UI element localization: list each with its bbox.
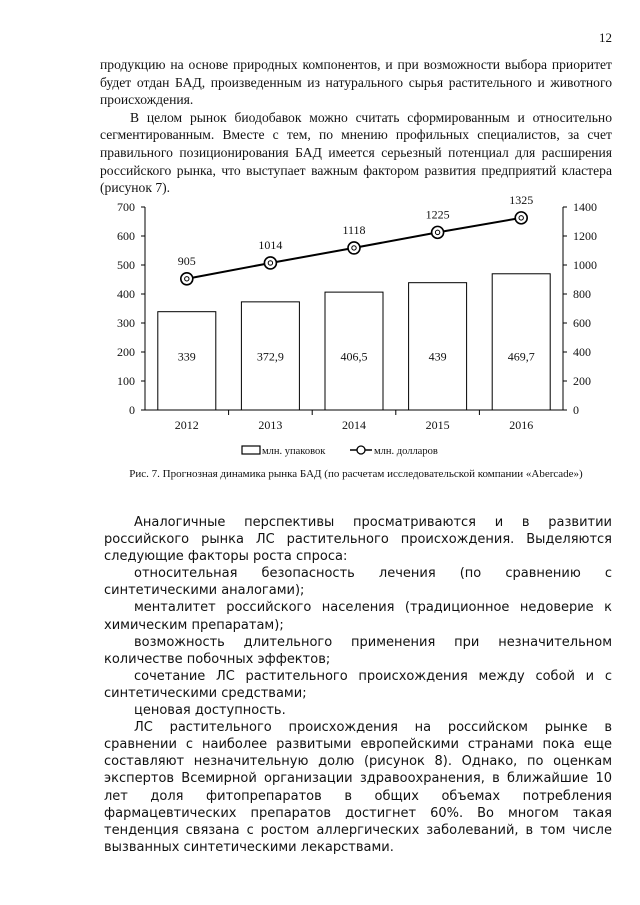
line-value-label: 1014 <box>258 237 283 252</box>
line-marker-inner <box>519 216 523 220</box>
right-tick-label: 200 <box>573 374 591 388</box>
right-tick-label: 0 <box>573 403 579 417</box>
right-tick-label: 1200 <box>573 229 597 243</box>
right-tick-label: 800 <box>573 287 591 301</box>
bar-value-label: 469,7 <box>507 349 535 364</box>
left-tick-label: 0 <box>129 403 135 417</box>
line-value-label: 1118 <box>342 222 366 237</box>
right-tick-label: 600 <box>573 316 591 330</box>
bar-value-label: 339 <box>177 349 196 364</box>
line-marker-inner <box>268 261 272 265</box>
line-marker-inner <box>185 277 189 281</box>
legend-line-marker <box>357 446 365 454</box>
left-tick-label: 500 <box>117 258 135 272</box>
bar-value-label: 439 <box>428 349 447 364</box>
line-value-label: 1325 <box>509 196 534 207</box>
x-tick-label: 2016 <box>509 418 534 432</box>
right-tick-label: 1000 <box>573 258 597 272</box>
left-tick-label: 600 <box>117 229 135 243</box>
left-tick-label: 100 <box>117 374 135 388</box>
x-tick-label: 2013 <box>258 418 283 432</box>
legend-bar-swatch <box>242 446 260 454</box>
top-text <box>100 56 612 197</box>
line-marker-inner <box>435 230 439 234</box>
left-tick-label: 400 <box>117 287 135 301</box>
factor-combination: сочетание ЛС растительного происхождения между собой и с синтетическими средствами; <box>104 668 612 701</box>
figure-caption: Рис. 7. Прогнозная динамика рынка БАД (по расчетам исследовательской компании «Abercade») <box>129 468 583 480</box>
paragraph-herbal-prospects: Аналогичные перспективы просматриваются и в развитии российского рынка ЛС растительного происхождения. Выделяются следующие факторы роста спроса: <box>104 515 612 565</box>
bar-value-label: 406,5 <box>340 349 368 364</box>
line-value-label: 905 <box>177 253 196 268</box>
legend-bar-label: млн. упаковок <box>262 446 326 457</box>
x-tick-label: 2015 <box>425 418 450 432</box>
right-tick-label: 1400 <box>573 200 597 214</box>
x-tick-label: 2014 <box>342 418 366 432</box>
page-number: 12 <box>599 30 612 45</box>
line-value-label: 1225 <box>425 207 450 222</box>
bottom-text <box>104 514 612 856</box>
left-tick-label: 200 <box>117 345 135 359</box>
bar-value-label: 372,9 <box>256 349 284 364</box>
x-tick-label: 2012 <box>174 418 199 432</box>
bar-2015 <box>409 283 467 410</box>
figure-7-chart <box>0 196 640 466</box>
bar-2016 <box>492 274 550 410</box>
factor-mentality: менталитет российского населения (традиционное недоверие к химическим препаратам); <box>104 600 612 633</box>
factor-safety: относительная безопасность лечения (по сравнению с синтетическими аналогами); <box>104 566 612 599</box>
line-marker-inner <box>352 246 356 250</box>
legend-line-label: млн. долларов <box>374 446 438 457</box>
factor-long-term-use: возможность длительного применения при незначительном количестве побочных эффектов; <box>104 634 612 667</box>
paragraph-market-overview: В целом рынок биодобавок можно считать сформированным и относительно сегментированным. Вместе с тем, по мнению профильных специалистов, за счет правильного позиционирования БАД имеется серьезный потенциал для расширения российского рынка, что выступает важным фактором развития предприятий кластера (рисунок 7). <box>100 109 612 196</box>
paragraph-continuation: продукцию на основе природных компонентов, и при возможности выбора приоритет будет отдан БАД, произведенным из натурального сырья растительного и животного происхождения. <box>100 57 612 108</box>
right-tick-label: 400 <box>573 345 591 359</box>
factor-price: ценовая доступность. <box>134 703 286 719</box>
paragraph-market-share: ЛС растительного происхождения на российском рынке в сравнении с наиболее развитыми европейскими странами пока еще составляют незначительную долю (рисунок 8). Однако, по оценкам экспертов Всемирной организации здравоохранения, в ближайшие 10 лет доля фитопрепаратов в общих объемах потребления фармацевтических препаратов достигнет 60%. Во многом такая тенденция связана с ростом аллергических заболеваний, в том числе вызванных синтетическими лекарствами. <box>104 720 612 855</box>
left-tick-label: 700 <box>117 200 135 214</box>
left-tick-label: 300 <box>117 316 135 330</box>
